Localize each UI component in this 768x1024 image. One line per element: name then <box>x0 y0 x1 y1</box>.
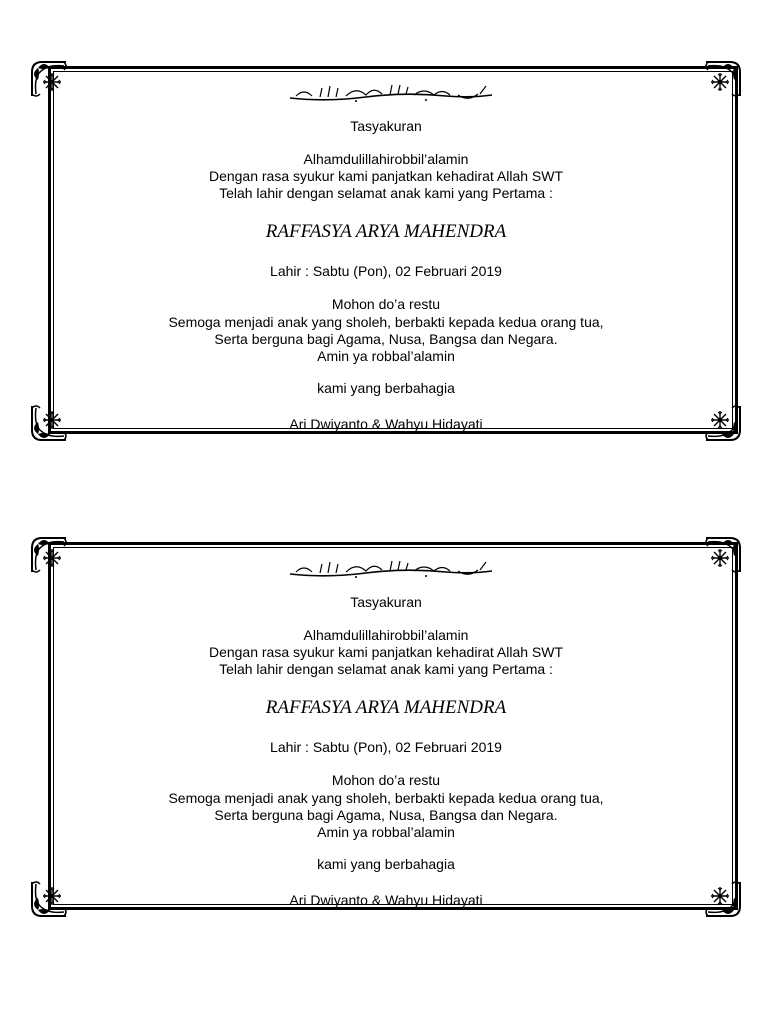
snowflake-corner-ornament-icon <box>704 58 744 98</box>
birth-date-line: Lahir : Sabtu (Pon), 02 Februari 2019 <box>270 739 502 755</box>
amin-line: Amin ya robbal’alamin <box>317 824 455 840</box>
parents-names: Ari Dwiyanto & Wahyu Hidayati <box>289 416 483 432</box>
prayer-request-line: Mohon do’a restu <box>331 296 441 312</box>
parents-names: Ari Dwiyanto & Wahyu Hidayati <box>289 892 483 908</box>
amin-line: Amin ya robbal’alamin <box>317 348 455 364</box>
child-name: RAFFASYA ARYA MAHENDRA <box>265 221 507 242</box>
birth-date-line: Lahir : Sabtu (Pon), 02 Februari 2019 <box>270 263 502 279</box>
gratitude-line: Dengan rasa syukur kami panjatkan kehadirat Allah SWT <box>208 168 564 184</box>
bismillah-calligraphy-icon <box>286 558 496 580</box>
gratitude-line: Dengan rasa syukur kami panjatkan kehadirat Allah SWT <box>208 644 564 660</box>
snowflake-corner-ornament-icon <box>704 534 744 574</box>
greeting-line: Alhamdulillahirobbil’alamin <box>303 627 469 643</box>
prayer-line-1: Semoga menjadi anak yang sholeh, berbakti kepada kedua orang tua, <box>168 314 604 330</box>
prayer-line-2: Serta berguna bagi Agama, Nusa, Bangsa dan Negara. <box>214 807 558 823</box>
prayer-request-line: Mohon do’a restu <box>331 772 441 788</box>
child-name: RAFFASYA ARYA MAHENDRA <box>265 697 507 718</box>
signoff-line: kami yang berbahagia <box>317 380 455 396</box>
prayer-line-2: Serta berguna bagi Agama, Nusa, Bangsa dan Negara. <box>214 331 558 347</box>
birth-announcement-line: Telah lahir dengan selamat anak kami yang Pertama : <box>219 185 553 201</box>
birth-announcement-line: Telah lahir dengan selamat anak kami yang Pertama : <box>219 661 553 677</box>
snowflake-corner-ornament-icon <box>28 58 68 98</box>
snowflake-corner-ornament-icon <box>28 534 68 574</box>
invitation-card <box>28 534 744 920</box>
invitation-card <box>28 58 744 444</box>
card-title: Tasyakuran <box>350 594 422 610</box>
signoff-line: kami yang berbahagia <box>317 856 455 872</box>
bismillah-calligraphy-icon <box>286 82 496 104</box>
prayer-line-1: Semoga menjadi anak yang sholeh, berbakti kepada kedua orang tua, <box>168 790 604 806</box>
greeting-line: Alhamdulillahirobbil’alamin <box>303 151 469 167</box>
card-title: Tasyakuran <box>350 118 422 134</box>
